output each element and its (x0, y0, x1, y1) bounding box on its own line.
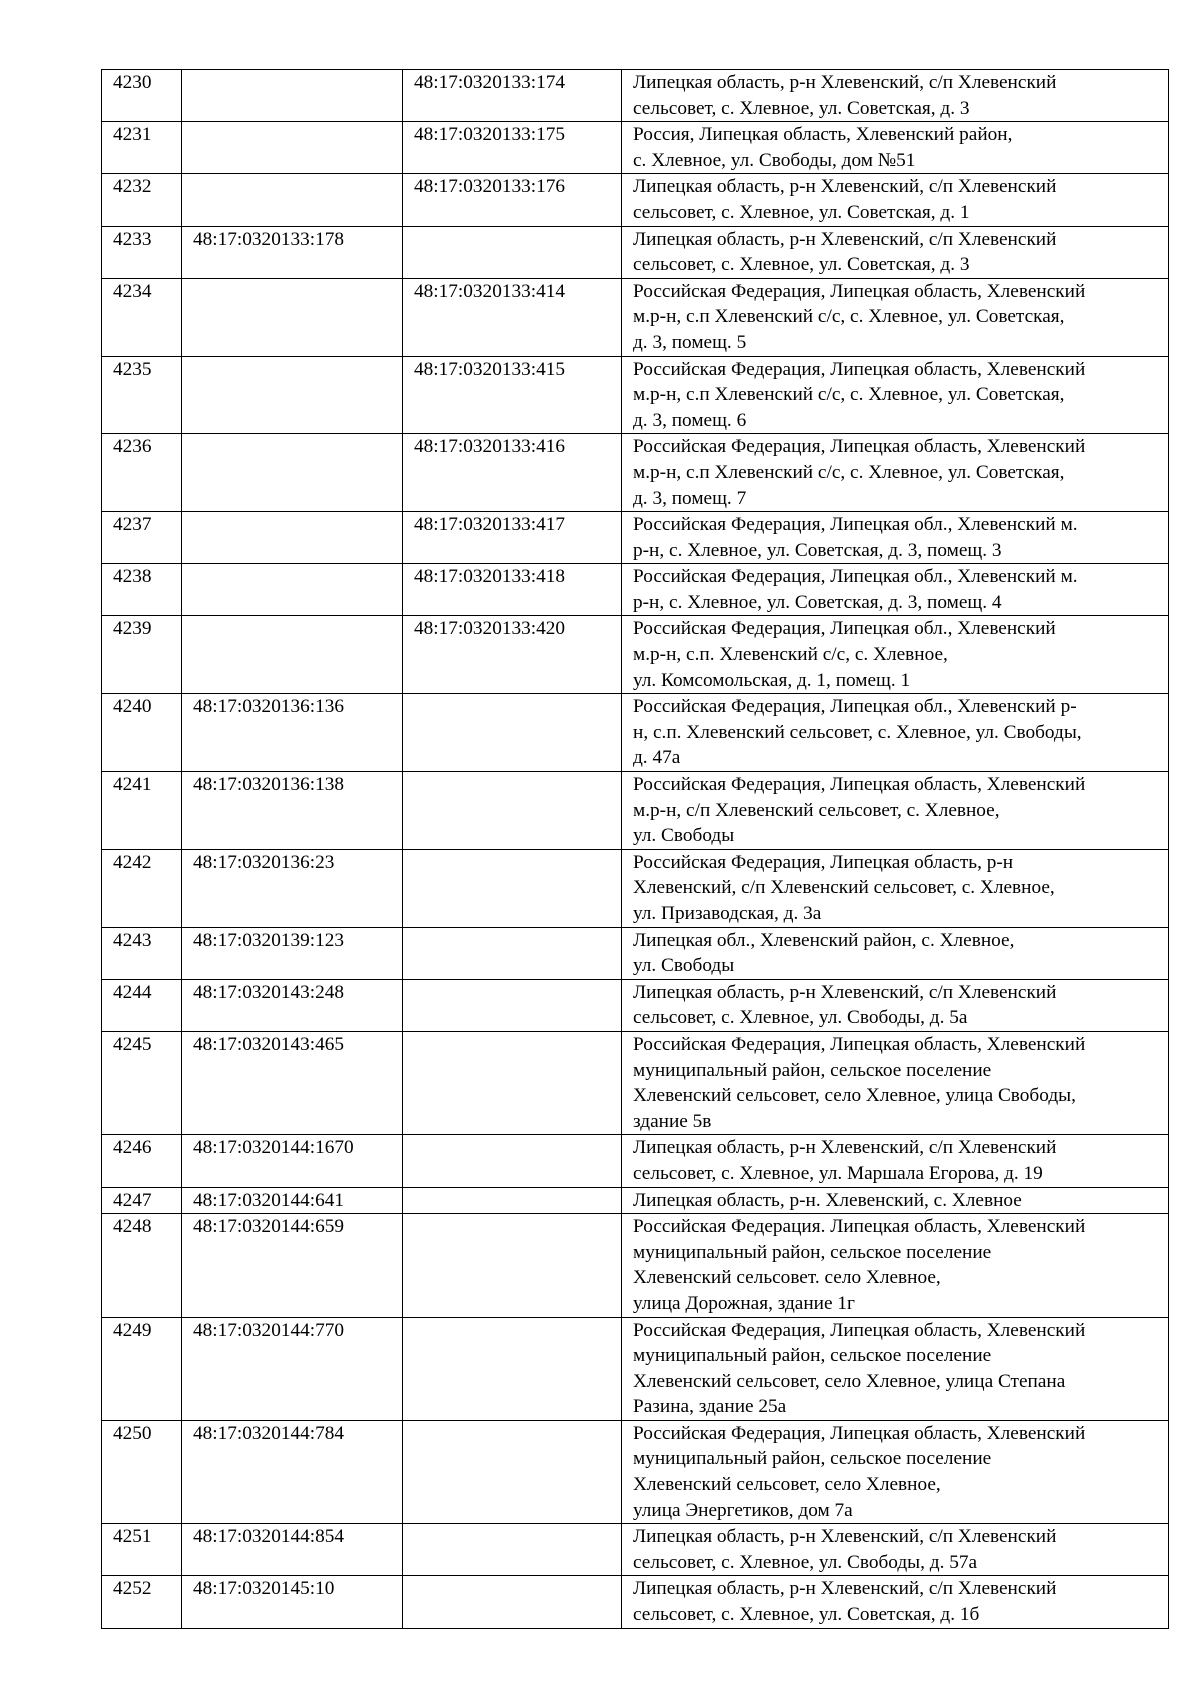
land-cadastral-number-cell (182, 174, 403, 226)
address-cell: Российская Федерация, Липецкая обл., Хлевенский р- н, с.п. Хлевенский сельсовет, с. Хлевное, ул. Свободы, д. 47а (622, 694, 1169, 772)
object-cadastral-number-cell (403, 1031, 622, 1134)
object-cadastral-number-cell (403, 979, 622, 1031)
row-number-cell: 4240 (102, 694, 182, 772)
table-row (102, 1524, 1169, 1576)
address-cell: Липецкая область, р-н Хлевенский, с/п Хлевенский сельсовет, с. Хлевное, ул. Маршала Егорова, д. 19 (622, 1135, 1169, 1187)
land-cadastral-number-cell: 48:17:0320136:23 (182, 849, 403, 927)
table-row (102, 927, 1169, 979)
table-row (102, 1420, 1169, 1523)
object-cadastral-number-cell: 48:17:0320133:175 (403, 122, 622, 174)
land-cadastral-number-cell (182, 278, 403, 356)
object-cadastral-number-cell (403, 1420, 622, 1523)
object-cadastral-number-cell (403, 1576, 622, 1628)
address-cell: Российская Федерация, Липецкая область, Хлевенский муниципальный район, сельское поселение Хлевенский сельсовет, село Хлевное, улица Энергетиков, дом 7а (622, 1420, 1169, 1523)
land-cadastral-number-cell: 48:17:0320143:248 (182, 979, 403, 1031)
table-row (102, 616, 1169, 694)
row-number-cell: 4233 (102, 226, 182, 278)
registry-table-body (102, 70, 1169, 1629)
address-cell: Российская Федерация. Липецкая область, Хлевенский муниципальный район, сельское поселение Хлевенский сельсовет. село Хлевное, улица Дорожная, здание 1г (622, 1214, 1169, 1317)
table-row (102, 1031, 1169, 1134)
row-number-cell: 4241 (102, 772, 182, 850)
row-number-cell: 4244 (102, 979, 182, 1031)
object-cadastral-number-cell: 48:17:0320133:174 (403, 70, 622, 122)
table-row (102, 122, 1169, 174)
land-cadastral-number-cell: 48:17:0320136:138 (182, 772, 403, 850)
address-cell: Российская Федерация, Липецкая обл., Хлевенский м. р-н, с. Хлевное, ул. Советская, д. 3, помещ. 4 (622, 564, 1169, 616)
land-cadastral-number-cell: 48:17:0320144:784 (182, 1420, 403, 1523)
row-number-cell: 4245 (102, 1031, 182, 1134)
address-cell: Российская Федерация, Липецкая область, Хлевенский муниципальный район, сельское поселение Хлевенский сельсовет, село Хлевное, улица Степана Разина, здание 25а (622, 1317, 1169, 1420)
table-row (102, 434, 1169, 512)
object-cadastral-number-cell (403, 1135, 622, 1187)
land-cadastral-number-cell (182, 122, 403, 174)
row-number-cell: 4243 (102, 927, 182, 979)
table-row (102, 849, 1169, 927)
table-row (102, 512, 1169, 564)
address-cell: Россия, Липецкая область, Хлевенский район, с. Хлевное, ул. Свободы, дом №51 (622, 122, 1169, 174)
address-cell: Липецкая область, р-н Хлевенский, с/п Хлевенский сельсовет, с. Хлевное, ул. Советская, д. 3 (622, 70, 1169, 122)
land-cadastral-number-cell: 48:17:0320133:178 (182, 226, 403, 278)
object-cadastral-number-cell: 48:17:0320133:416 (403, 434, 622, 512)
row-number-cell: 4231 (102, 122, 182, 174)
object-cadastral-number-cell (403, 927, 622, 979)
object-cadastral-number-cell (403, 772, 622, 850)
address-cell: Российская Федерация, Липецкая область, Хлевенский м.р-н, с/п Хлевенский сельсовет, с. Хлевное, ул. Свободы (622, 772, 1169, 850)
address-cell: Липецкая область, р-н Хлевенский, с/п Хлевенский сельсовет, с. Хлевное, ул. Советская, д. 3 (622, 226, 1169, 278)
land-cadastral-number-cell: 48:17:0320144:641 (182, 1187, 403, 1214)
address-cell: Российская Федерация, Липецкая обл., Хлевенский м.р-н, с.п. Хлевенский с/с, с. Хлевное, ул. Комсомольская, д. 1, помещ. 1 (622, 616, 1169, 694)
land-cadastral-number-cell: 48:17:0320144:854 (182, 1524, 403, 1576)
row-number-cell: 4235 (102, 356, 182, 434)
object-cadastral-number-cell: 48:17:0320133:176 (403, 174, 622, 226)
row-number-cell: 4250 (102, 1420, 182, 1523)
row-number-cell: 4242 (102, 849, 182, 927)
object-cadastral-number-cell (403, 1214, 622, 1317)
land-cadastral-number-cell: 48:17:0320144:1670 (182, 1135, 403, 1187)
object-cadastral-number-cell (403, 694, 622, 772)
address-cell: Липецкая область, р-н Хлевенский, с/п Хлевенский сельсовет, с. Хлевное, ул. Советская, д. 1б (622, 1576, 1169, 1628)
table-row (102, 694, 1169, 772)
address-cell: Липецкая область, р-н Хлевенский, с/п Хлевенский сельсовет, с. Хлевное, ул. Советская, д. 1 (622, 174, 1169, 226)
table-row (102, 174, 1169, 226)
table-row (102, 226, 1169, 278)
land-cadastral-number-cell (182, 616, 403, 694)
row-number-cell: 4237 (102, 512, 182, 564)
row-number-cell: 4251 (102, 1524, 182, 1576)
address-cell: Липецкая область, р-н Хлевенский, с/п Хлевенский сельсовет, с. Хлевное, ул. Свободы, д. 57а (622, 1524, 1169, 1576)
land-cadastral-number-cell (182, 356, 403, 434)
table-row (102, 772, 1169, 850)
land-cadastral-number-cell: 48:17:0320143:465 (182, 1031, 403, 1134)
object-cadastral-number-cell (403, 1317, 622, 1420)
object-cadastral-number-cell: 48:17:0320133:418 (403, 564, 622, 616)
address-cell: Российская Федерация, Липецкая область, Хлевенский муниципальный район, сельское поселение Хлевенский сельсовет, село Хлевное, улица Свободы, здание 5в (622, 1031, 1169, 1134)
address-cell: Липецкая обл., Хлевенский район, с. Хлевное, ул. Свободы (622, 927, 1169, 979)
object-cadastral-number-cell: 48:17:0320133:414 (403, 278, 622, 356)
land-cadastral-number-cell: 48:17:0320145:10 (182, 1576, 403, 1628)
address-cell: Российская Федерация, Липецкая область, Хлевенский м.р-н, с.п Хлевенский с/с, с. Хлевное, ул. Советская, д. 3, помещ. 7 (622, 434, 1169, 512)
land-cadastral-number-cell: 48:17:0320144:770 (182, 1317, 403, 1420)
object-cadastral-number-cell (403, 1187, 622, 1214)
row-number-cell: 4248 (102, 1214, 182, 1317)
registry-table (101, 69, 1169, 1629)
land-cadastral-number-cell (182, 512, 403, 564)
table-row (102, 1317, 1169, 1420)
address-cell: Российская Федерация, Липецкая обл., Хлевенский м. р-н, с. Хлевное, ул. Советская, д. 3, помещ. 3 (622, 512, 1169, 564)
table-row (102, 1576, 1169, 1628)
land-cadastral-number-cell (182, 434, 403, 512)
row-number-cell: 4236 (102, 434, 182, 512)
row-number-cell: 4247 (102, 1187, 182, 1214)
address-cell: Российская Федерация, Липецкая область, Хлевенский м.р-н, с.п Хлевенский с/с, с. Хлевное, ул. Советская, д. 3, помещ. 5 (622, 278, 1169, 356)
row-number-cell: 4232 (102, 174, 182, 226)
row-number-cell: 4246 (102, 1135, 182, 1187)
row-number-cell: 4238 (102, 564, 182, 616)
table-row (102, 1214, 1169, 1317)
row-number-cell: 4234 (102, 278, 182, 356)
address-cell: Российская Федерация, Липецкая область, р-н Хлевенский, с/п Хлевенский сельсовет, с. Хлевное, ул. Призаводская, д. 3а (622, 849, 1169, 927)
row-number-cell: 4230 (102, 70, 182, 122)
document-page (101, 69, 1168, 1629)
table-row (102, 356, 1169, 434)
table-row (102, 278, 1169, 356)
table-row (102, 70, 1169, 122)
table-row (102, 979, 1169, 1031)
table-row (102, 564, 1169, 616)
table-row (102, 1187, 1169, 1214)
land-cadastral-number-cell (182, 564, 403, 616)
land-cadastral-number-cell (182, 70, 403, 122)
object-cadastral-number-cell (403, 1524, 622, 1576)
object-cadastral-number-cell (403, 849, 622, 927)
address-cell: Липецкая область, р-н Хлевенский, с/п Хлевенский сельсовет, с. Хлевное, ул. Свободы, д. 5а (622, 979, 1169, 1031)
object-cadastral-number-cell: 48:17:0320133:420 (403, 616, 622, 694)
object-cadastral-number-cell: 48:17:0320133:415 (403, 356, 622, 434)
row-number-cell: 4249 (102, 1317, 182, 1420)
row-number-cell: 4239 (102, 616, 182, 694)
address-cell: Российская Федерация, Липецкая область, Хлевенский м.р-н, с.п Хлевенский с/с, с. Хлевное, ул. Советская, д. 3, помещ. 6 (622, 356, 1169, 434)
land-cadastral-number-cell: 48:17:0320139:123 (182, 927, 403, 979)
address-cell: Липецкая область, р-н. Хлевенский, с. Хлевное (622, 1187, 1169, 1214)
row-number-cell: 4252 (102, 1576, 182, 1628)
table-row (102, 1135, 1169, 1187)
object-cadastral-number-cell (403, 226, 622, 278)
land-cadastral-number-cell: 48:17:0320144:659 (182, 1214, 403, 1317)
land-cadastral-number-cell: 48:17:0320136:136 (182, 694, 403, 772)
object-cadastral-number-cell: 48:17:0320133:417 (403, 512, 622, 564)
